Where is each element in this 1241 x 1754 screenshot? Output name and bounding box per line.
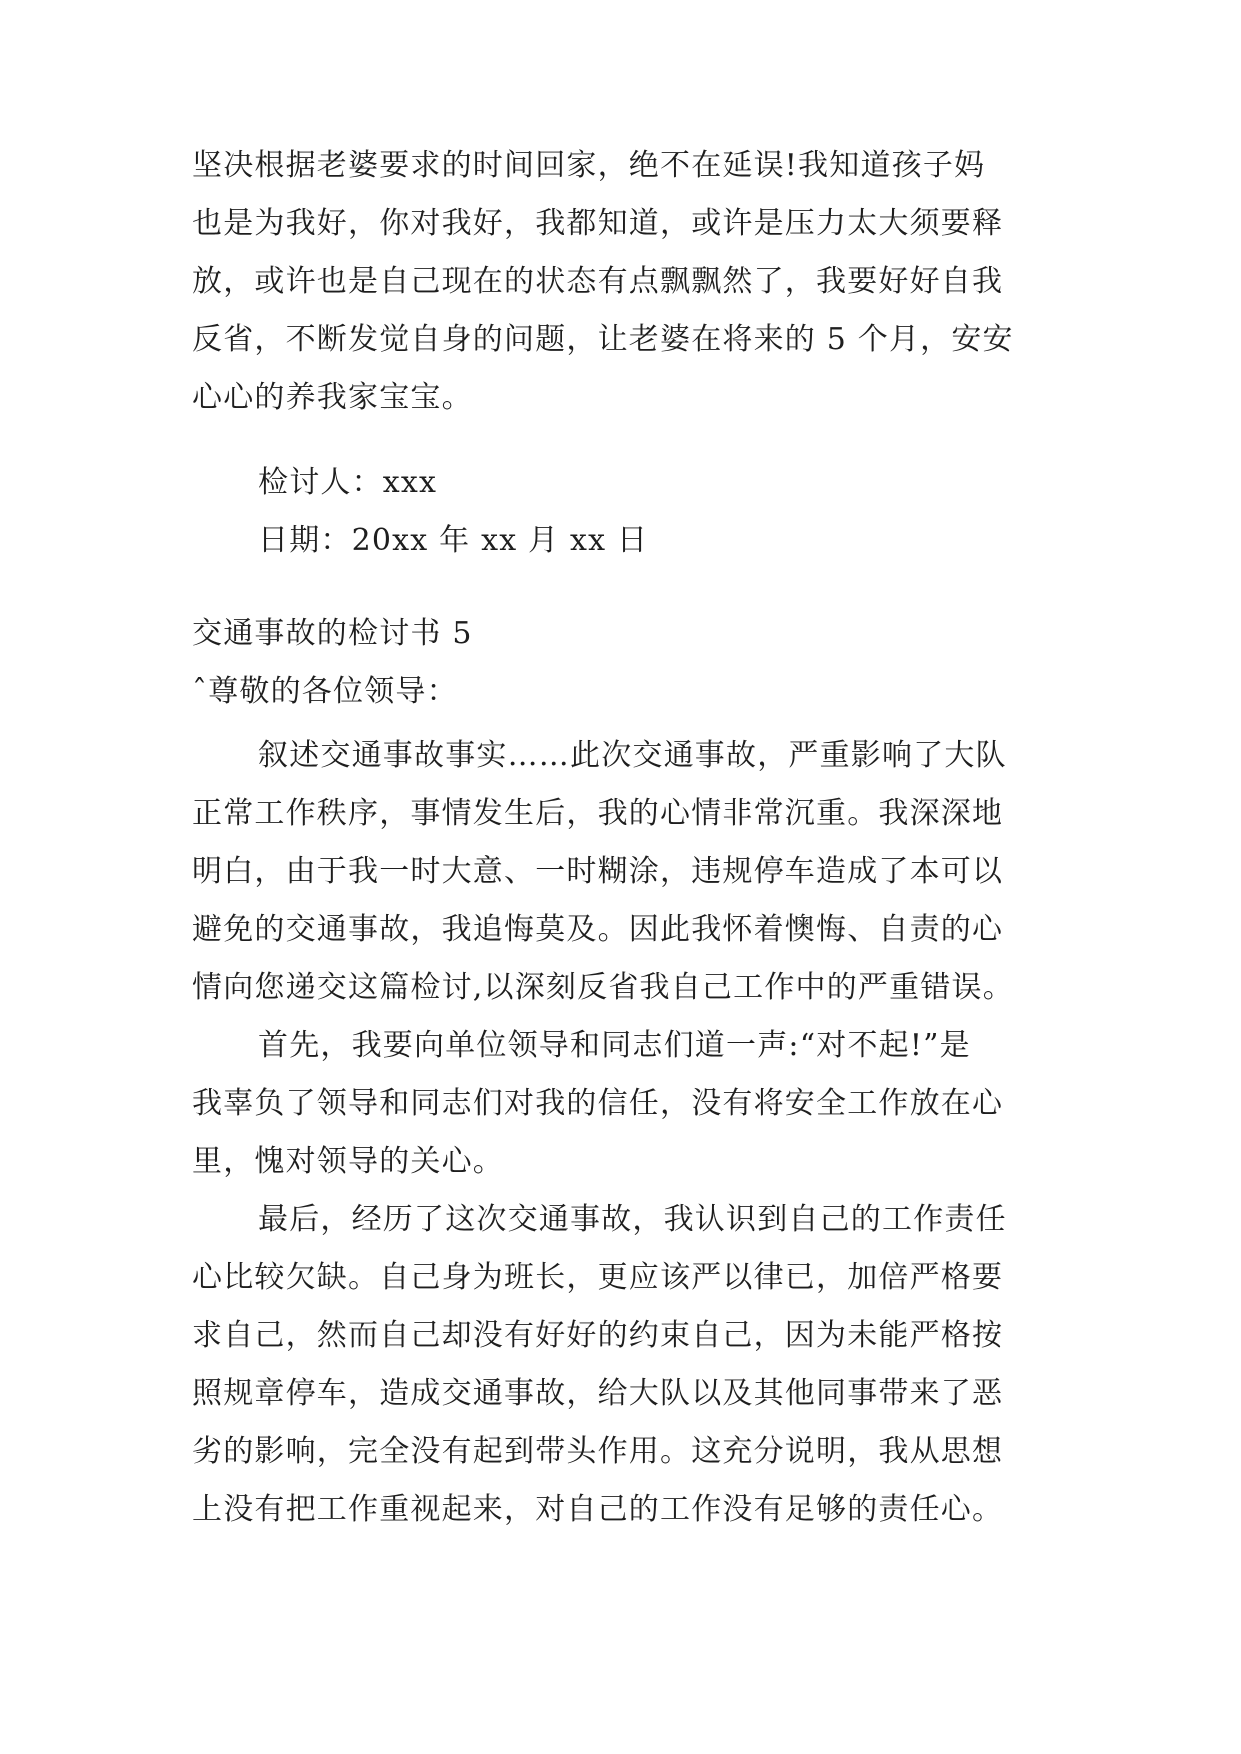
paragraph-line: 最后，经历了这次交通事故，我认识到自己的工作责任 [258, 1202, 1007, 1237]
section-header [192, 605, 1072, 721]
paragraph-line: 情向您递交这篇检讨,以深刻反省我自己工作中的严重错误。 [192, 970, 1014, 1005]
paragraph-line: 求自己，然而自己却没有好好的约束自己，因为未能严格按 [192, 1318, 1004, 1353]
paragraph-line: 上没有把工作重视起来，对自己的工作没有足够的责任心。 [192, 1492, 1004, 1527]
paragraph-line: 里，愧对领导的关心。 [192, 1144, 504, 1179]
paragraph-line: 心心的养我家宝宝。 [192, 380, 473, 415]
paragraph-line: 避免的交通事故，我追悔莫及。因此我怀着懊悔、自责的心 [192, 912, 1004, 947]
salutation: ˆ尊敬的各位领导： [192, 674, 458, 709]
paragraph-line: 也是为我好，你对我好，我都知道，或许是压力太大须要释 [192, 206, 1004, 241]
paragraph-line: 反省，不断发觉自身的问题，让老婆在将来的 5 个月，安安 [192, 322, 1014, 357]
paragraph-line: 我辜负了领导和同志们对我的信任，没有将安全工作放在心 [192, 1086, 1004, 1121]
letter-body [192, 727, 1072, 1539]
reviewer-line: 检讨人：xxx [258, 465, 438, 500]
paragraph-line: 坚决根据老婆要求的时间回家，绝不在延误!我知道孩子妈 [192, 148, 986, 183]
paragraph-line: 心比较欠缺。自己身为班长，更应该严以律已，加倍严格要 [192, 1260, 1004, 1295]
date-line: 日期：20xx 年 xx 月 xx 日 [258, 523, 649, 558]
signature-block [192, 454, 1072, 570]
paragraph-line: 明白，由于我一时大意、一时糊涂，违规停车造成了本可以 [192, 854, 1004, 889]
paragraph-line: 照规章停车，造成交通事故，给大队以及其他同事带来了恶 [192, 1376, 1004, 1411]
paragraph-line: 叙述交通事故事实……此次交通事故，严重影响了大队 [258, 738, 1007, 773]
section-title: 交通事故的检讨书 5 [192, 616, 473, 651]
paragraph-line: 放，或许也是自己现在的状态有点飘飘然了，我要好好自我 [192, 264, 1004, 299]
paragraph-line: 首先，我要向单位领导和同志们道一声:“对不起!”是 [258, 1028, 971, 1063]
top-paragraph [192, 137, 1072, 427]
paragraph-line: 劣的影响，完全没有起到带头作用。这充分说明，我从思想 [192, 1434, 1004, 1469]
paragraph-line: 正常工作秩序，事情发生后，我的心情非常沉重。我深深地 [192, 796, 1004, 831]
